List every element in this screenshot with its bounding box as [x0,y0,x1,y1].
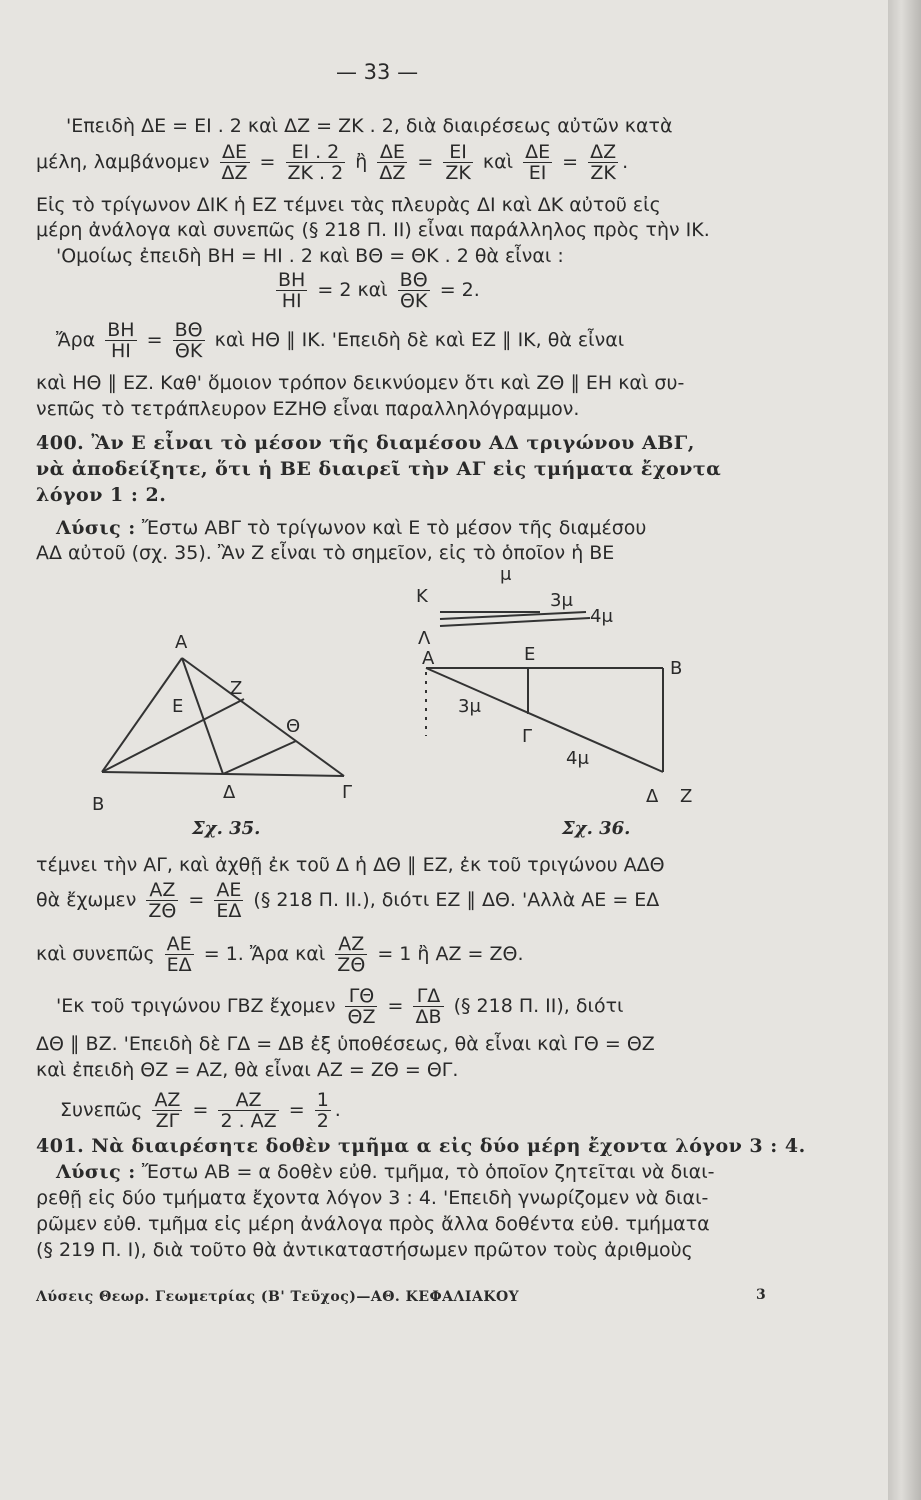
problem-401-heading: 401. Νὰ διαιρέσητε δοθὲν τμῆμα α εἰς δύο μέρη ἔχοντα λόγον 3 : 4. [36,1135,806,1157]
equation-line: Ἄρα $\frac{BH}{HI}$ = $\frac{B\Theta}{\Theta K}$ καὶ ΗΘ ∥ ΙΚ. 'Επειδὴ δὲ καὶ ΕΖ ∥ ΙΚ, θὰ εἶναι [56,319,625,362]
label-e: Ε [172,696,184,717]
fraction: $\frac{AE}{E\Delta}$ [166,933,192,976]
fraction: $\frac{BH}{HI}$ [107,319,135,362]
equation-line: θὰ ἔχωμεν $\frac{AZ}{Z\Theta}$ = $\frac{AE}{E\Delta}$ (§ 218 Π. ΙΙ.), διότι ΕΖ ∥ ΔΘ. 'Αλλὰ ΑΕ = ΕΔ [36,879,660,922]
fraction: $\frac{AZ}{Z\Theta}$ [148,879,177,922]
text-line: μέρη ἀνάλογα καὶ συνεπῶς (§ 218 Π. ΙΙ) εἶναι παράλληλος πρὸς τὴν ΙΚ. [36,219,710,241]
side-ab [102,658,182,772]
equation-line: καὶ συνεπῶς $\frac{AE}{E\Delta}$ = 1. Ἄρα καὶ $\frac{AZ}{Z\Theta}$ = 1 ἢ ΑΖ = ΖΘ. [36,933,524,976]
fraction: $\frac{1}{2}$ [316,1089,329,1132]
solution-line: Λύσις : Ἔστω ΑΒ = α δοθὲν εὐθ. τμῆμα, τὸ ὁποῖον ζητεῖται νὰ διαι- [56,1161,715,1183]
solution-line: ρεθῇ εἰς δύο τμήματα ἔχοντα λόγον 3 : 4. 'Επειδὴ γνωρίζομεν νὰ διαι- [36,1187,709,1209]
label-th: Θ [286,716,301,737]
solution-line: Λύσις : Ἔστω ΑΒΓ τὸ τρίγωνον καὶ Ε τὸ μέσον τῆς διαμέσου [56,517,647,539]
label-b: Β [670,658,683,679]
equation-line: μέλη, λαμβάνομεν $\frac{\Delta E}{\Delta Z}$ = $\frac{EI . 2}{ZK . 2}$ ἢ $\frac{\Delta E}{\Delta Z}$ = $\frac{EI}{ZK}$ καὶ $\frac{\Delta E}{EI}$ = $\frac{\Delta Z}{ZK}$ . [36,141,629,184]
text-line: 'Επειδὴ ΔΕ = ΕΙ . 2 καὶ ΔΖ = ΖΚ . 2, διὰ διαιρέσεως αὐτῶν κατὰ [66,115,673,137]
figure-35-caption: Σχ. 35. [192,818,261,839]
footer-sheet-number: 3 [756,1287,767,1303]
text-line: 'Ομοίως ἐπειδὴ ΒΗ = ΗΙ . 2 καὶ ΒΘ = ΘΚ . 2 θὰ εἶναι : [56,245,564,267]
text-line: ΔΘ ∥ ΒΖ. 'Επειδὴ δὲ ΓΔ = ΔΒ ἐξ ὑποθέσεως, θὰ εἶναι καὶ ΓΘ = ΘΖ [36,1033,655,1055]
text-line: Εἰς τὸ τρίγωνον ΔΙΚ ἡ ΕΖ τέμνει τὰς πλευρὰς ΔΙ καὶ ΔΚ αὐτοῦ εἰς [36,194,661,216]
label-b: Β [92,794,105,815]
equation-line: 'Εκ τοῦ τριγώνου ΓΒΖ ἔχομεν $\frac{\Gamma\Theta}{\Theta Z}$ = $\frac{\Gamma\Delta}{\Delta B}$ (§ 218 Π. ΙΙ), διότι [56,985,624,1028]
label-a: Α [175,632,188,653]
page-edge [888,0,921,1500]
label-z: Ζ [230,678,243,699]
fraction: $\frac{\Delta E}{\Delta Z}$ [379,141,406,184]
fraction: $\frac{B\Theta}{\Theta K}$ [399,269,428,312]
fraction: $\frac{EI}{ZK}$ [445,141,471,184]
solution-line: (§ 219 Π. Ι), διὰ τοῦτο θὰ ἀντικαταστήσωμεν πρῶτον τοὺς ἀριθμοὺς [36,1239,693,1261]
label-g: Γ [342,782,353,803]
text-line: νεπῶς τὸ τετράπλευρον ΕΖΗΘ εἶναι παραλληλόγραμμον. [36,398,580,420]
label-4mu-b: 4μ [566,748,589,769]
label-3mu: 3μ [550,590,573,611]
label-mu: μ [500,564,512,585]
solution-line: ΑΔ αὐτοῦ (σχ. 35). Ἂν Ζ εἶναι τὸ σημεῖον, εἰς τὸ ὁποῖον ἡ ΒΕ [36,542,615,564]
equation-line: $\frac{BH}{HI}$ = 2 καὶ $\frac{B\Theta}{\Theta K}$ = 2. [278,269,480,312]
figure-35 [80,630,380,870]
median-ad [182,658,223,774]
fraction: $\frac{AZ}{Z\Gamma}$ [154,1089,181,1132]
problem-400-text: λόγον 1 : 2. [36,484,167,506]
label-l: Λ [418,628,431,649]
problem-400-heading: 400. Ἂν Ε εἶναι τὸ μέσον τῆς διαμέσου ΑΔ τριγώνου ΑΒΓ, [36,432,695,454]
label-d: Δ [646,786,659,807]
fraction: $\frac{BH}{HI}$ [278,269,306,312]
label-k: Κ [416,586,428,607]
label-a: Α [422,648,435,669]
figure-36 [400,560,730,860]
fraction: $\frac{AZ}{Z\Theta}$ [337,933,366,976]
text-line: καὶ ΗΘ ∥ ΕΖ. Καθ' ὅμοιον τρόπον δεικνύομεν ὅτι καὶ ΖΘ ∥ ΕΗ καὶ συ- [36,372,685,394]
line-ad [426,668,663,772]
label-3mu-b: 3μ [458,696,481,717]
label-d: Δ [223,782,236,803]
fraction: $\frac{B\Theta}{\Theta K}$ [174,319,203,362]
footer-title: Λύσεις Θεωρ. Γεωμετρίας (Β' Τεῦχος)—ΑΘ. ΚΕΦΑΛΙΑΚΟΥ [36,1289,520,1305]
label-z: Ζ [680,786,693,807]
figure-36-caption: Σχ. 36. [562,818,631,839]
line-dth [223,741,296,774]
fraction: $\frac{AE}{E\Delta}$ [216,879,242,922]
fraction: $\frac{\Delta Z}{ZK}$ [590,141,617,184]
label-e: Ε [524,644,536,665]
segment-4mu [440,618,590,626]
side-ag [182,658,344,776]
equation-line: Συνεπῶς $\frac{AZ}{Z\Gamma}$ = $\frac{AZ}{2 . AZ}$ = $\frac{1}{2}$ . [60,1089,341,1132]
label-g: Γ [522,726,533,747]
fraction: $\frac{\Gamma\Theta}{\Theta Z}$ [347,985,376,1028]
segment-3mu [440,612,586,619]
solution-label: Λύσις : [56,1161,136,1183]
text-line: καὶ ἐπειδὴ ΘΖ = ΑΖ, θὰ εἶναι ΑΖ = ΖΘ = ΘΓ. [36,1059,459,1081]
solution-label: Λύσις : [56,517,136,539]
page-number: — 33 — [336,60,419,84]
fraction: $\frac{AZ}{2 . AZ}$ [220,1089,277,1132]
problem-400-text: νὰ ἀποδείξητε, ὅτι ἡ ΒΕ διαιρεῖ τὴν ΑΓ εἰς τμήματα ἔχοντα [36,458,722,480]
fraction: $\frac{\Gamma\Delta}{\Delta B}$ [415,985,442,1028]
solution-line: ρῶμεν εὐθ. τμῆμα εἰς μέρη ἀνάλογα πρὸς ἄλλα δοθέντα εὐθ. τμήματα [36,1213,710,1235]
fraction: $\frac{EI . 2}{ZK . 2}$ [287,141,344,184]
label-4mu: 4μ [590,606,613,627]
text-line: τέμνει τὴν ΑΓ, καὶ ἀχθῇ ἐκ τοῦ Δ ἡ ΔΘ ∥ ΕΖ, ἐκ τοῦ τριγώνου ΑΔΘ [36,854,665,876]
fraction: $\frac{\Delta E}{EI}$ [525,141,551,184]
fraction: $\frac{\Delta E}{\Delta Z}$ [221,141,248,184]
